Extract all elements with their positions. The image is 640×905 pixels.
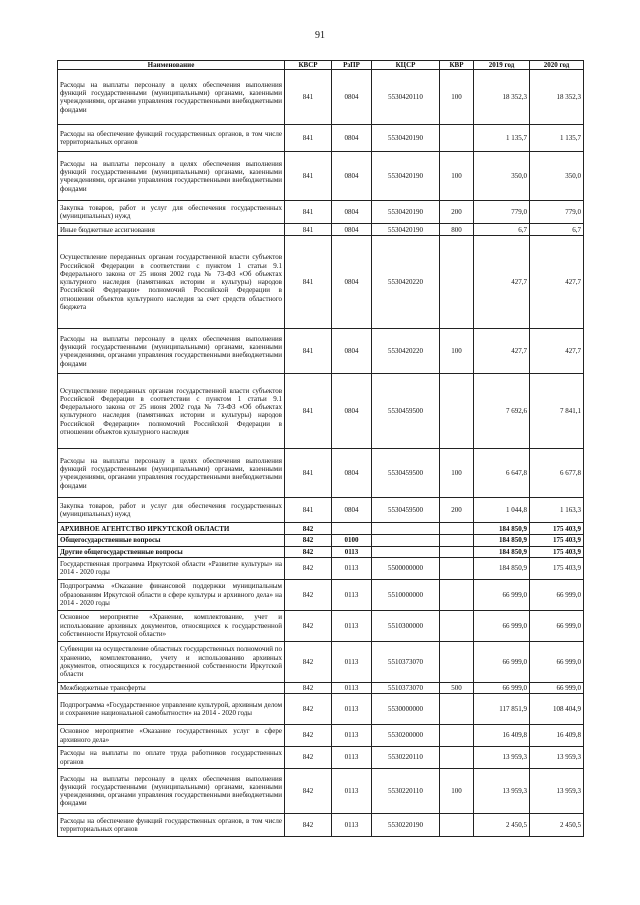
row-amount-2019: 66 999,0 xyxy=(474,610,530,641)
row-kvr xyxy=(440,725,474,747)
row-rzpr xyxy=(332,523,372,535)
row-rzpr: 0100 xyxy=(332,535,372,546)
row-kcsr xyxy=(372,523,440,535)
column-header-kcsr: КЦСР xyxy=(372,61,440,70)
row-amount-2020: 66 999,0 xyxy=(530,641,584,682)
row-amount-2019: 350,0 xyxy=(474,152,530,201)
row-kcsr: 5530420220 xyxy=(372,329,440,374)
row-rzpr: 0113 xyxy=(332,814,372,837)
row-rzpr: 0804 xyxy=(332,236,372,329)
table-body xyxy=(58,70,584,837)
row-rzpr: 0113 xyxy=(332,769,372,814)
column-header-name: Наименование xyxy=(58,61,285,70)
table-row xyxy=(58,329,584,374)
row-rzpr: 0804 xyxy=(332,374,372,449)
row-kvsr: 841 xyxy=(285,201,332,224)
row-name: Расходы на выплаты персоналу в целях обеспечения выполнения функций государственными (муниципальными) органами, казенными учреждениями, органами управления государственными внебюджетными фондами xyxy=(58,449,285,498)
table-row xyxy=(58,70,584,125)
row-kvr xyxy=(440,747,474,769)
row-kvsr: 842 xyxy=(285,641,332,682)
row-kvsr: 841 xyxy=(285,236,332,329)
row-amount-2020: 2 450,5 xyxy=(530,814,584,837)
row-kvr: 200 xyxy=(440,498,474,523)
row-kvsr: 842 xyxy=(285,694,332,725)
row-name: Осуществление переданных органам государственной власти субъектов Российской Федерации в соответствии с пунктом 1 статьи 9.1 Федерального закона от 25 июня 2002 года № 73-ФЗ «Об объектах культурного наследия (памятниках истории и культуры) народов Российской Федерации» полномочий Российской Федерации в отношении объектов культурного наследия за счет средств областного бюджета xyxy=(58,236,285,329)
row-kvr: 200 xyxy=(440,201,474,224)
column-header-2019: 2019 год xyxy=(474,61,530,70)
row-name: Расходы на выплаты персоналу в целях обеспечения выполнения функций государственными (муниципальными) органами, казенными учреждениями, органами управления государственными внебюджетными фондами xyxy=(58,152,285,201)
row-kcsr xyxy=(372,535,440,546)
row-kcsr: 5530200000 xyxy=(372,725,440,747)
row-amount-2019: 7 692,6 xyxy=(474,374,530,449)
row-name: Осуществление переданных органам государственной власти субъектов Российской Федерации в соответствии с пунктом 1 статьи 9.1 Федерального закона от 25 июня 2002 года № 73-ФЗ «Об объектах культурного наследия (памятниках истории и культуры) народов Российской Федерации» полномочий Российской Федерации в отношении объектов культурного наследия xyxy=(58,374,285,449)
table-row xyxy=(58,557,584,579)
row-kvsr: 841 xyxy=(285,374,332,449)
row-name: Межбюджетные трансферты xyxy=(58,682,285,693)
row-kvsr: 841 xyxy=(285,224,332,236)
row-amount-2019: 117 851,9 xyxy=(474,694,530,725)
row-kvr: 100 xyxy=(440,329,474,374)
row-amount-2020: 13 959,3 xyxy=(530,769,584,814)
row-name: Расходы на обеспечение функций государственных органов, в том числе территориальных органов xyxy=(58,814,285,837)
table-row xyxy=(58,535,584,546)
row-kvsr: 842 xyxy=(285,523,332,535)
table-row xyxy=(58,236,584,329)
row-amount-2020: 108 404,9 xyxy=(530,694,584,725)
row-kvr xyxy=(440,374,474,449)
row-kvr xyxy=(440,641,474,682)
row-rzpr: 0804 xyxy=(332,498,372,523)
row-amount-2019: 6 647,8 xyxy=(474,449,530,498)
table-row xyxy=(58,725,584,747)
row-name: Расходы на выплаты персоналу в целях обеспечения выполнения функций государственными (муниципальными) органами, казенными учреждениями, органами управления государственными внебюджетными фондами xyxy=(58,329,285,374)
row-amount-2019: 184 850,9 xyxy=(474,546,530,557)
row-kcsr: 5500000000 xyxy=(372,557,440,579)
row-kvsr: 841 xyxy=(285,449,332,498)
row-name: Подпрограмма «Оказание финансовой поддержки муниципальным образованиям Иркутской области в сфере культуры и архивного дела» на 2014 - 2020 годы xyxy=(58,579,285,610)
row-rzpr: 0804 xyxy=(332,201,372,224)
row-rzpr: 0113 xyxy=(332,694,372,725)
row-name: Общегосударственные вопросы xyxy=(58,535,285,546)
row-name: Расходы на обеспечение функций государственных органов, в том числе территориальных органов xyxy=(58,125,285,152)
row-amount-2020: 7 841,1 xyxy=(530,374,584,449)
table-row xyxy=(58,546,584,557)
row-amount-2020: 175 403,9 xyxy=(530,546,584,557)
row-amount-2019: 6,7 xyxy=(474,224,530,236)
row-kcsr: 5510373070 xyxy=(372,641,440,682)
row-rzpr: 0804 xyxy=(332,449,372,498)
row-rzpr: 0804 xyxy=(332,70,372,125)
row-amount-2019: 184 850,9 xyxy=(474,535,530,546)
row-kvsr: 842 xyxy=(285,814,332,837)
row-kcsr: 5530420190 xyxy=(372,125,440,152)
row-kvr: 100 xyxy=(440,769,474,814)
row-amount-2020: 66 999,0 xyxy=(530,682,584,693)
row-kvr: 100 xyxy=(440,70,474,125)
row-kvr xyxy=(440,610,474,641)
row-amount-2019: 16 409,8 xyxy=(474,725,530,747)
table-row xyxy=(58,814,584,837)
table-row xyxy=(58,201,584,224)
row-kvr xyxy=(440,546,474,557)
row-name: Расходы на выплаты персоналу в целях обеспечения выполнения функций государственными (муниципальными) органами, казенными учреждениями, органами управления государственными внебюджетными фондами xyxy=(58,769,285,814)
row-kcsr: 5530459500 xyxy=(372,374,440,449)
row-amount-2020: 1 135,7 xyxy=(530,125,584,152)
row-kvr: 500 xyxy=(440,682,474,693)
table-row xyxy=(58,523,584,535)
row-kvr xyxy=(440,579,474,610)
row-amount-2019: 427,7 xyxy=(474,329,530,374)
row-kvsr: 842 xyxy=(285,769,332,814)
row-amount-2019: 1 135,7 xyxy=(474,125,530,152)
row-amount-2020: 350,0 xyxy=(530,152,584,201)
row-name: Другие общегосударственные вопросы xyxy=(58,546,285,557)
row-kvsr: 842 xyxy=(285,546,332,557)
table-row xyxy=(58,498,584,523)
row-kvr xyxy=(440,236,474,329)
row-rzpr: 0113 xyxy=(332,546,372,557)
row-name: АРХИВНОЕ АГЕНТСТВО ИРКУТСКОЙ ОБЛАСТИ xyxy=(58,523,285,535)
row-kcsr: 5530420190 xyxy=(372,201,440,224)
row-amount-2020: 6,7 xyxy=(530,224,584,236)
row-amount-2019: 427,7 xyxy=(474,236,530,329)
row-amount-2020: 18 352,3 xyxy=(530,70,584,125)
row-rzpr: 0113 xyxy=(332,579,372,610)
row-kvr xyxy=(440,694,474,725)
row-kvr xyxy=(440,557,474,579)
row-amount-2019: 18 352,3 xyxy=(474,70,530,125)
row-amount-2019: 13 959,3 xyxy=(474,769,530,814)
row-kcsr: 5530459500 xyxy=(372,449,440,498)
row-name: Подпрограмма «Государственное управление культурой, архивным делом и сохранение национальной самобытности» на 2014 - 2020 годы xyxy=(58,694,285,725)
row-amount-2019: 184 850,9 xyxy=(474,557,530,579)
row-rzpr: 0804 xyxy=(332,152,372,201)
row-amount-2019: 13 959,3 xyxy=(474,747,530,769)
row-name: Субвенции на осуществление областных государственных полномочий по хранению, комплектованию, учету и использованию архивных документов, относящихся к государственной собственности Иркутской области xyxy=(58,641,285,682)
row-kvr: 800 xyxy=(440,224,474,236)
row-kvsr: 841 xyxy=(285,152,332,201)
table-row xyxy=(58,641,584,682)
row-kvsr: 841 xyxy=(285,498,332,523)
row-amount-2020: 779,0 xyxy=(530,201,584,224)
column-header-kvr: КВР xyxy=(440,61,474,70)
row-kvr xyxy=(440,523,474,535)
row-kcsr: 5530420190 xyxy=(372,224,440,236)
row-kvr: 100 xyxy=(440,152,474,201)
row-kcsr: 5530420220 xyxy=(372,236,440,329)
row-kvsr: 841 xyxy=(285,125,332,152)
row-rzpr: 0804 xyxy=(332,125,372,152)
row-kvsr: 842 xyxy=(285,610,332,641)
table-row xyxy=(58,125,584,152)
row-amount-2019: 779,0 xyxy=(474,201,530,224)
row-kcsr xyxy=(372,546,440,557)
row-rzpr: 0113 xyxy=(332,747,372,769)
row-name: Закупка товаров, работ и услуг для обеспечения государственных (муниципальных) нужд xyxy=(58,498,285,523)
row-amount-2019: 66 999,0 xyxy=(474,641,530,682)
row-amount-2020: 175 403,9 xyxy=(530,523,584,535)
table-header-row xyxy=(58,61,584,70)
row-amount-2020: 427,7 xyxy=(530,329,584,374)
table-row xyxy=(58,152,584,201)
row-kvsr: 842 xyxy=(285,725,332,747)
row-kvr xyxy=(440,814,474,837)
row-kvsr: 842 xyxy=(285,747,332,769)
row-kvr xyxy=(440,125,474,152)
row-amount-2019: 66 999,0 xyxy=(474,682,530,693)
table-row xyxy=(58,747,584,769)
row-kvr xyxy=(440,535,474,546)
table-row xyxy=(58,579,584,610)
page-number: 91 xyxy=(315,30,325,41)
row-amount-2020: 13 959,3 xyxy=(530,747,584,769)
column-header-2020: 2020 год xyxy=(530,61,584,70)
row-amount-2020: 427,7 xyxy=(530,236,584,329)
row-name: Закупка товаров, работ и услуг для обеспечения государственных (муниципальных) нужд xyxy=(58,201,285,224)
row-amount-2020: 66 999,0 xyxy=(530,579,584,610)
row-amount-2020: 6 677,8 xyxy=(530,449,584,498)
row-amount-2019: 1 044,8 xyxy=(474,498,530,523)
row-kcsr: 5530220110 xyxy=(372,747,440,769)
row-rzpr: 0113 xyxy=(332,725,372,747)
row-kcsr: 5530000000 xyxy=(372,694,440,725)
row-kvsr: 841 xyxy=(285,329,332,374)
row-kcsr: 5510300000 xyxy=(372,610,440,641)
table-row xyxy=(58,224,584,236)
row-kvsr: 842 xyxy=(285,682,332,693)
row-name: Основное мероприятие «Хранение, комплектование, учет и использование архивных документов, относящихся к государственной собственности Иркутской области» xyxy=(58,610,285,641)
row-kvr: 100 xyxy=(440,449,474,498)
table-row xyxy=(58,682,584,693)
row-name: Иные бюджетные ассигнования xyxy=(58,224,285,236)
row-amount-2019: 66 999,0 xyxy=(474,579,530,610)
row-amount-2020: 1 163,3 xyxy=(530,498,584,523)
row-name: Основное мероприятие «Оказание государственных услуг в сфере архивного дела» xyxy=(58,725,285,747)
row-amount-2020: 175 403,9 xyxy=(530,535,584,546)
row-kvsr: 841 xyxy=(285,70,332,125)
row-kcsr: 5530220190 xyxy=(372,814,440,837)
row-rzpr: 0113 xyxy=(332,641,372,682)
row-name: Расходы на выплаты по оплате труда работников государственных органов xyxy=(58,747,285,769)
row-kvsr: 842 xyxy=(285,579,332,610)
column-header-rzpr: РзПР xyxy=(332,61,372,70)
row-amount-2019: 2 450,5 xyxy=(474,814,530,837)
row-amount-2020: 16 409,8 xyxy=(530,725,584,747)
row-rzpr: 0113 xyxy=(332,557,372,579)
row-rzpr: 0804 xyxy=(332,329,372,374)
row-amount-2020: 175 403,9 xyxy=(530,557,584,579)
row-rzpr: 0113 xyxy=(332,610,372,641)
row-kcsr: 5510000000 xyxy=(372,579,440,610)
row-name: Расходы на выплаты персоналу в целях обеспечения выполнения функций государственными (муниципальными) органами, казенными учреждениями, органами управления государственными внебюджетными фондами xyxy=(58,70,285,125)
budget-table xyxy=(57,60,584,837)
column-header-kvsr: КВСР xyxy=(285,61,332,70)
table-row xyxy=(58,374,584,449)
row-kcsr: 5530459500 xyxy=(372,498,440,523)
table-row xyxy=(58,769,584,814)
table-row xyxy=(58,610,584,641)
row-amount-2019: 184 850,9 xyxy=(474,523,530,535)
row-rzpr: 0113 xyxy=(332,682,372,693)
row-amount-2020: 66 999,0 xyxy=(530,610,584,641)
row-kcsr: 5510373070 xyxy=(372,682,440,693)
row-kcsr: 5530420190 xyxy=(372,152,440,201)
table-row xyxy=(58,694,584,725)
row-kvsr: 842 xyxy=(285,535,332,546)
row-name: Государственная программа Иркутской области «Развитие культуры» на 2014 - 2020 годы xyxy=(58,557,285,579)
row-kcsr: 5530420110 xyxy=(372,70,440,125)
table-row xyxy=(58,449,584,498)
row-rzpr: 0804 xyxy=(332,224,372,236)
row-kcsr: 5530220110 xyxy=(372,769,440,814)
row-kvsr: 842 xyxy=(285,557,332,579)
